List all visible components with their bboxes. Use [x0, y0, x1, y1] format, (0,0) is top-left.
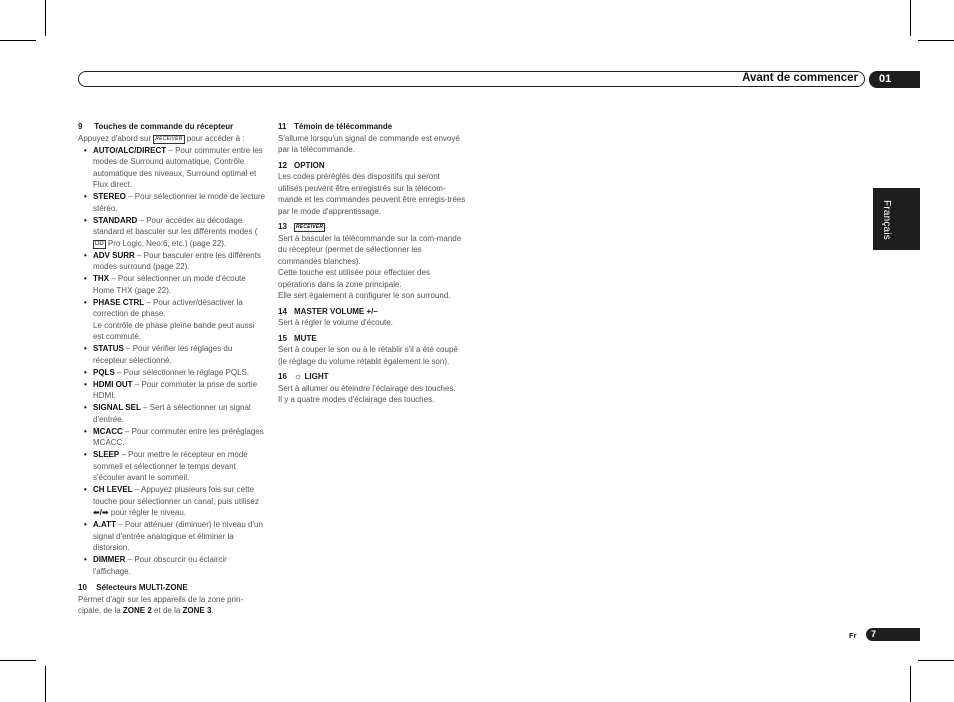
section-13-title: 13 RECEIVER	[278, 222, 324, 231]
page-number: 7	[866, 628, 920, 641]
list-item: • MCACC – Pour commuter entre les préréglages MCACC.	[78, 426, 266, 449]
list-item: • PQLS – Pour sélectionner le réglage PQLS.	[78, 367, 266, 379]
list-item: • AUTO/ALC/DIRECT – Pour commuter entre les modes de Surround automatique, Contrôle automatique des niveaux, Surround optimal et Flux direct.	[78, 145, 266, 191]
section-15-title: 15 MUTE	[278, 333, 317, 343]
list-item: • A.ATT – Pour atténuer (diminuer) le niveau d'un signal d'entrée analogique et éliminer la distorsion.	[78, 519, 266, 554]
column-right	[278, 121, 466, 406]
list-item: • THX – Pour sélectionner un mode d'écoute Home THX (page 22).	[78, 273, 266, 296]
section-12-text: Les codes préréglés des dispositifs qui seront utilisés peuvent être enregistrés sur la télécom-mande et les commandes peuvent être enregis-trées par le mode d'apprentissage.	[278, 172, 466, 216]
list-item: • CH LEVEL – Appuyez plusieurs fois sur cette touche pour sélectionner un canal, puis utilisez ⬅/➡ pour régler le niveau.	[78, 484, 266, 519]
crop-mark	[910, 666, 911, 702]
list-item: • DIMMER – Pour obscurcir ou éclaircir l'affichage.	[78, 554, 266, 577]
list-item: • SIGNAL SEL – Sert à sélectionner un signal d'entrée.	[78, 402, 266, 425]
light-icon: ☼	[294, 371, 303, 381]
section-15-text: Sert à couper le son ou à le rétablir s'il a été coupé (le réglage du volume rétablit également le son).	[278, 345, 458, 366]
section-14-text: Sert à régler le volume d'écoute.	[278, 318, 393, 327]
section-16-p1: Sert à allumer ou éteindre l'éclairage des touches.	[278, 383, 456, 393]
chapter-badge: 01	[869, 71, 920, 88]
section-16-title: 16 ☼ LIGHT	[278, 371, 329, 381]
section-9-title: 9 Touches de commande du récepteur	[78, 122, 234, 131]
list-item: • SLEEP – Pour mettre le récepteur en mode sommeil et sélectionner le temps devant s'écouler avant le sommeil.	[78, 449, 266, 484]
section-9-intro: Appuyez d'abord sur RECEIVER pour accéder à :	[78, 133, 245, 143]
section-10-title: 10 Sélecteurs MULTI-ZONE	[78, 583, 188, 592]
crop-mark	[918, 660, 954, 661]
list-item: • STATUS – Pour vérifier les réglages du récepteur sélectionné.	[78, 343, 266, 366]
list-item: • PHASE CTRL – Pour activer/désactiver la correction de phase. Le contrôle de phase pleine bande peut aussi est commuté.	[78, 297, 266, 343]
section-13-p1: Sert à basculer la télécommande sur la com-mande du récepteur (permet de sélectionner les commandes blanches).	[278, 233, 462, 266]
section-11-text: S'allume lorsqu'un signal de commande est envoyé par la télécommande.	[278, 133, 460, 154]
language-tab-label: Français	[881, 200, 892, 240]
list-item: • ADV SURR – Pour basculer entre les différents modes surround (page 22).	[78, 250, 266, 273]
footer-language: Fr	[849, 631, 857, 640]
crop-mark	[918, 40, 954, 41]
page-title: Avant de commencer	[742, 72, 858, 84]
arrow-icon: ⬅/➡	[93, 508, 109, 517]
section-13-p2: Cette touche est utilisée pour effectuer des opérations dans la zone principale.	[278, 268, 430, 289]
crop-mark	[0, 660, 36, 661]
crop-mark	[45, 0, 46, 36]
dolby-icon: DD	[95, 240, 104, 247]
section-14-title: 14 MASTER VOLUME +/–	[278, 306, 378, 316]
list-item: • HDMI OUT – Pour commuter la prise de sortie HDMI.	[78, 379, 266, 402]
section-10-text: Permet d'agir sur les appareils de la zone prin-cipale, de la ZONE 2 et de la ZONE 3.	[78, 594, 244, 615]
list-item: • STANDARD – Pour accéder au décodage standard et basculer sur les différents modes (DD Pro Logic, Neo:6, etc.) (page 22).	[78, 215, 266, 250]
crop-mark	[0, 40, 36, 41]
section-12-title: 12 OPTION	[278, 160, 325, 170]
list-item: • STEREO – Pour sélectionner le mode de lecture stéréo.	[78, 191, 266, 214]
language-tab	[873, 188, 920, 250]
section-11-title: 11 Témoin de télécommande	[278, 122, 393, 131]
section-16-p2: Il y a quatre modes d'éclairage des touches.	[278, 395, 435, 404]
crop-mark	[45, 666, 46, 702]
column-left	[78, 121, 266, 617]
crop-mark	[910, 0, 911, 36]
section-9-list	[78, 145, 266, 578]
receiver-icon: RECEIVER	[296, 224, 324, 230]
section-13-p3: Elle sert également à configurer le son surround.	[278, 291, 451, 300]
receiver-icon: RECEIVER	[155, 135, 183, 142]
